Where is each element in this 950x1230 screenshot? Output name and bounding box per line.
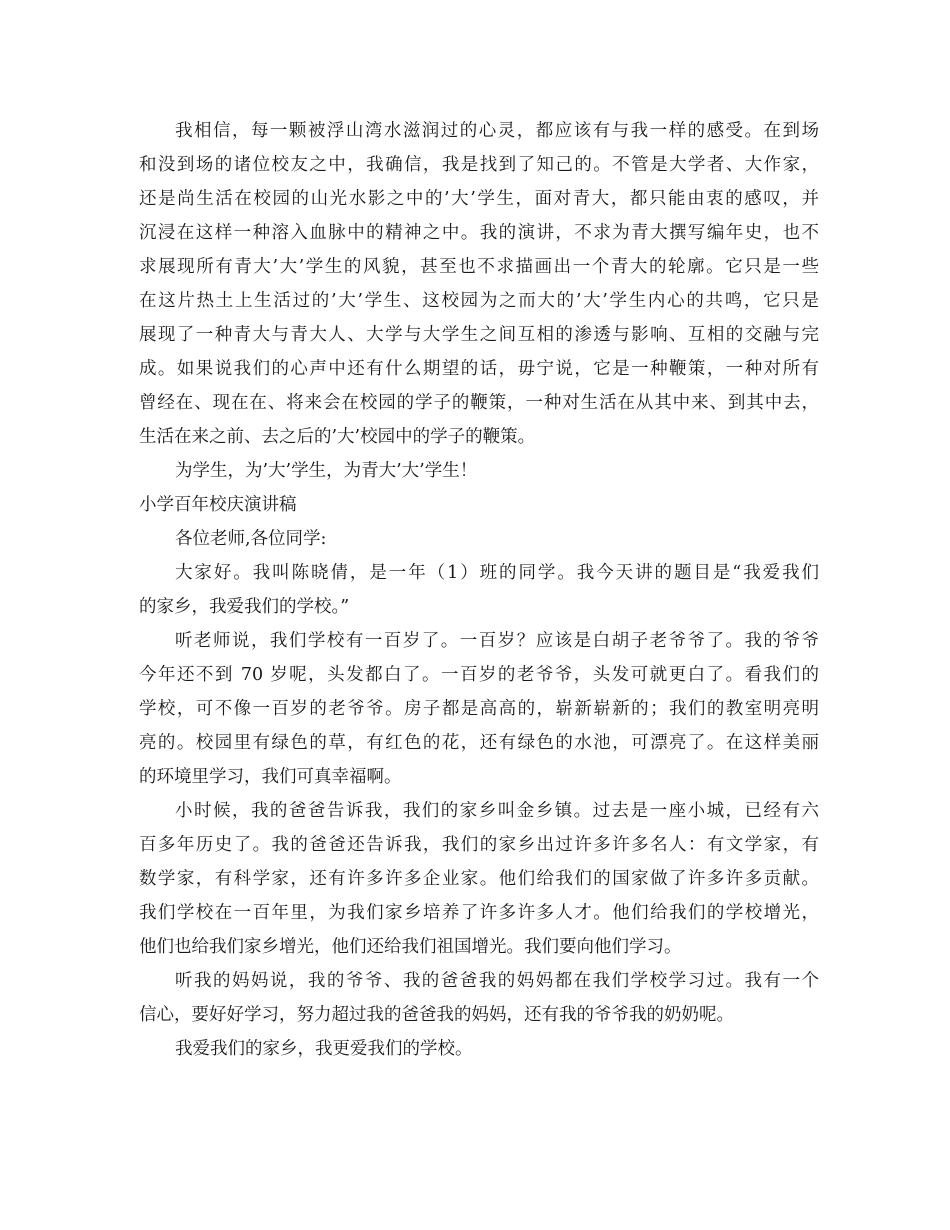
- text-line: 数学家，有科学家，还有许多许多企业家。他们给我们的国家做了许多许多贡献。: [139, 869, 819, 889]
- text-line: 小学百年校庆演讲稿: [139, 495, 297, 515]
- text-line: 我相信，每一颗被浮山湾水滋润过的心灵，都应该有与我一样的感受。在到场: [175, 121, 819, 141]
- text-line: 他们也给我们家乡增光，他们还给我们祖国增光。我们要向他们学习。: [139, 937, 682, 957]
- text-line: 为学生，为’大’学生，为青大’大’学生！: [175, 461, 478, 481]
- text-line: 沉浸在这样一种溶入血脉中的精神之中。我的演讲，不求为青大撰写编年史，也不: [139, 223, 819, 243]
- text-line: 和没到场的诸位校友之中，我确信，我是找到了知己的。不管是大学者、大作家，: [139, 155, 819, 175]
- text-line: 展现了一种青大与青大人、大学与大学生之间互相的渗透与影响、互相的交融与完: [139, 325, 819, 345]
- text-line: 大家好。我叫陈晓倩，是一年（1）班的同学。我今天讲的题目是“我爱我们: [175, 563, 819, 583]
- text-line: 曾经在、现在在、将来会在校园的学子的鞭策，一种对生活在从其中来、到其中去，: [139, 393, 819, 413]
- text-line: 今年还不到 70 岁呢，头发都白了。一百岁的老爷爷，头发可就更白了。看我们的: [139, 665, 819, 685]
- document-body: [139, 114, 819, 1066]
- text-line: 的家乡，我爱我们的学校。”: [139, 597, 350, 617]
- text-line: 亮的。校园里有绿色的草，有红色的花，还有绿色的水池，可漂亮了。在这样美丽: [139, 733, 819, 753]
- text-line: 成。如果说我们的心声中还有什么期望的话，毋宁说，它是一种鞭策，一种对所有: [139, 359, 819, 379]
- text-line: 求展现所有青大’大’学生的风貌，甚至也不求描画出一个青大的轮廓。它只是一些: [139, 257, 819, 277]
- text-line: 学校，可不像一百岁的老爷爷。房子都是高高的，崭新崭新的；我们的教室明亮明: [139, 699, 819, 719]
- text-line: 生活在来之前、去之后的’大’校园中的学子的鞭策。: [139, 427, 536, 447]
- text-line: 我们学校在一百年里，为我们家乡培养了许多许多人才。他们给我们的学校增光，: [139, 903, 819, 923]
- text-line: 还是尚生活在校园的山光水影之中的’大’学生，面对青大，都只能由衷的感叹，并: [139, 189, 819, 209]
- text-line: 我爱我们的家乡，我更爱我们的学校。: [175, 1039, 473, 1059]
- text-line: 在这片热土上生活过的’大’学生、这校园为之而大的’大’学生内心的共鸣，它只是: [139, 291, 819, 311]
- text-line: 百多年历史了。我的爸爸还告诉我，我们的家乡出过许多许多名人：有文学家，有: [139, 835, 819, 855]
- text-line: 的环境里学习，我们可真幸福啊。: [139, 767, 402, 787]
- text-line: 听老师说，我们学校有一百岁了。一百岁？应该是白胡子老爷爷了。我的爷爷: [175, 631, 819, 651]
- text-line: 各位老师,各位同学:: [175, 529, 327, 549]
- text-line: 信心，要好好学习，努力超过我的爸爸我的妈妈，还有我的爷爷我的奶奶呢。: [139, 1005, 734, 1025]
- text-line: 小时候，我的爸爸告诉我，我们的家乡叫金乡镇。过去是一座小城，已经有六: [175, 801, 819, 821]
- text-line: 听我的妈妈说，我的爷爷、我的爸爸我的妈妈都在我们学校学习过。我有一个: [175, 971, 819, 991]
